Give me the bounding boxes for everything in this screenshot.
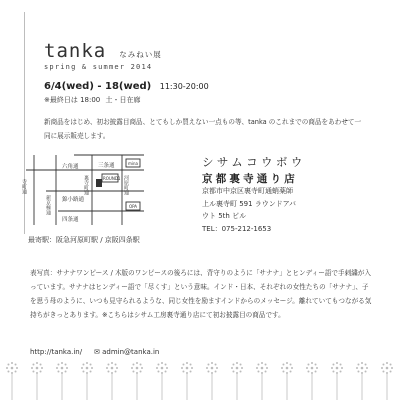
flower-icon [81,362,93,400]
map-label-uradera: 裏寺町通 [83,175,89,195]
flower-icon [356,362,368,400]
shop-address [202,185,296,235]
map-label-round1: ROUND1 [103,176,121,181]
contact-info [30,348,160,356]
mail-icon: ✉ [94,348,100,356]
map-svg [22,149,150,229]
email-block [94,348,159,356]
intro-text: 新商品をはじめ、初お披露目商品、とてもしか買えない一点もの等、tanka のこれまでの商品をあわせて一同に展示販売します。 [44,118,362,140]
flower-icon [106,362,118,400]
email-link[interactable]: admin@tanka.in [102,348,160,356]
nearest-station: 最寄駅：阪急河原町駅 / 京阪四条駅 [28,236,140,244]
flower-icon [31,362,43,400]
shop-marker [96,179,102,187]
map-label-shijo: 四条通 [62,217,79,223]
opening-hours: 11:30-20:00 [159,82,209,91]
flower-icon [56,362,68,400]
flower-icon [381,362,393,400]
flower-icon [231,362,243,400]
event-notes [44,95,144,105]
address-line: 上ル裏寺町 591 ラウンドアバ [202,199,297,208]
map-label-mina: mina [128,161,138,166]
shop-name-kana: シサムコウボウ [202,155,306,169]
flower-icon [256,362,268,400]
flower-icon [181,362,193,400]
website-link[interactable]: http://tanka.in/ [30,348,83,356]
shop-name: 京都裏寺通り店 [202,173,298,185]
event-dates [44,81,209,92]
map-label-opa: OPA [129,204,138,209]
last-day-note: ※最終日は 18:00 [44,96,101,104]
flower-icon [131,362,143,400]
flower-border [0,356,400,400]
date-range: 6/4(wed) - 18(wed) [44,81,152,92]
flower-icon [156,362,168,400]
season-label: spring & summer 2014 [44,63,153,71]
flower-icon [281,362,293,400]
flower-icon [6,362,18,400]
map-label-teramachi: 寺町通 [21,179,27,194]
flower-icon [306,362,318,400]
phone-number: TEL：075-212-1653 [202,224,272,233]
address-line: 京都市中京区裏寺町通蛸薬師 [202,187,293,195]
shop-block [202,154,306,186]
address-line: ウト 5th ビル [202,212,247,220]
exhibition-subtitle: なみねい展 [119,50,162,59]
access-map [22,149,150,229]
brand-title: tanka [44,40,107,62]
flower-icon [331,362,343,400]
map-label-shinkyogoku: 新京極通 [45,195,51,215]
header [44,40,162,71]
map-label-nishikikoji: 錦小路通 [62,197,85,203]
map-label-rokkaku: 六角通 [62,164,79,170]
map-label-kawaramachi: 河原町通 [123,175,129,195]
photo-caption: 表写真：サナナワンピース / 木版のワンピースの後ろには、背守りのように「サナナ」とヒンディー語で手刺繍が入っています。サナナはヒンディー語で「尽くす」という意味。インド・日本、それぞれの女性たちの「サナナ」、子を思う母のように、いつも見守られるような、同じ女性を励ますインドからのメッセージ。離れていてもつながる気持ちがきっとあります。※こちらはシサム工房裏寺通り店にて初お披露目の商品です。 [30,269,372,319]
map-label-sanjo: 三条通 [98,163,115,169]
flower-icon [206,362,218,400]
weekend-note: 土・日在廊 [105,96,141,104]
